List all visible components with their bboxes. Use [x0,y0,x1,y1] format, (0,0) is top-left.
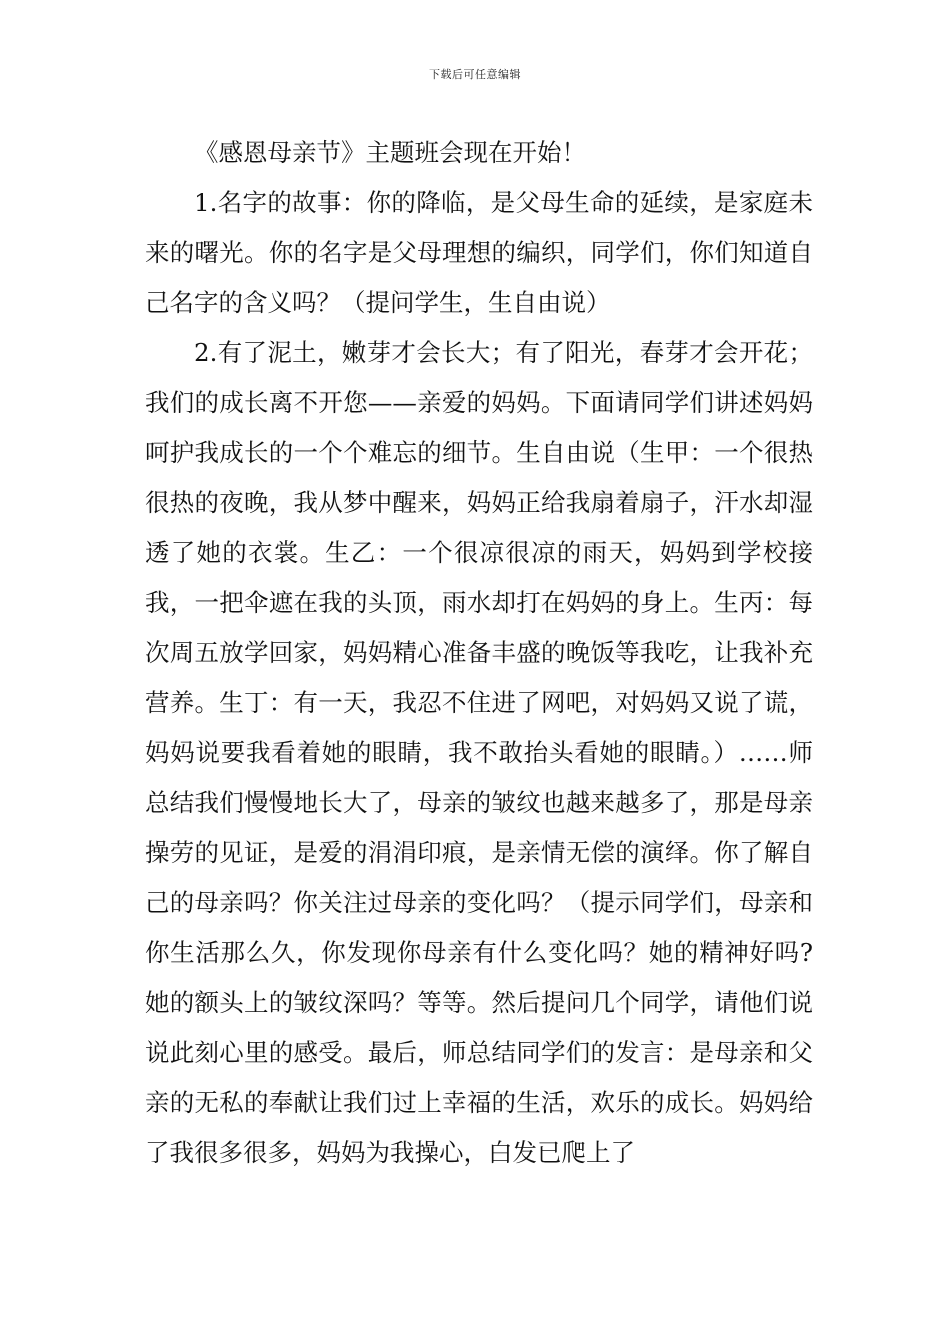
paragraph-title-line: 《感恩母亲节》主题班会现在开始！ [194,138,586,167]
paragraph-mother-care: 2.有了泥土，嫩芽才会长大；有了阳光，春芽才会开花；我们的成长离不开您——亲爱的妈妈。下面请同学们讲述妈妈呵护我成长的一个个难忘的细节。生自由说（生甲：一个很热很热的夜晚，我从梦中醒来，妈妈正给我扇着扇子，汗水却湿透了她的衣裳。生乙：一个很凉很凉的雨天，妈妈到学校接我，一把伞遮在我的头顶，雨水却打在妈妈的身上。生丙：每次周五放学回家，妈妈精心准备丰盛的晚饭等我吃，让我补充营养。生丁：有一天，我忍不住进了网吧，对妈妈又说了谎，妈妈说要我看着她的眼睛，我不敢抬头看她的眼睛。）……师总结我们慢慢地长大了，母亲的皱纹也越来越多了，那是母亲操劳的见证，是爱的涓涓印痕，是亲情无偿的演绎。你了解自己的母亲吗？你关注过母亲的变化吗？（提示同学们，母亲和你生活那么久，你发现你母亲有什么变化吗？她的精神好吗?她的额头上的皱纹深吗？等等。然后提问几个同学，请他们说说此刻心里的感受。最后，师总结同学们的发言：是母亲和父亲的无私的奉献让我们过上幸福的生活，欢乐的成长。妈妈给了我很多很多，妈妈为我操心，白发已爬上了 [145,338,813,1167]
paragraph-name-story: 1.名字的故事：你的降临，是父母生命的延续，是家庭未来的曙光。你的名字是父母理想的编织，同学们，你们知道自己名字的含义吗？（提问学生，生自由说） [145,188,813,317]
document-body [145,128,813,1178]
page-header-note: 下载后可任意编辑 [429,68,521,81]
